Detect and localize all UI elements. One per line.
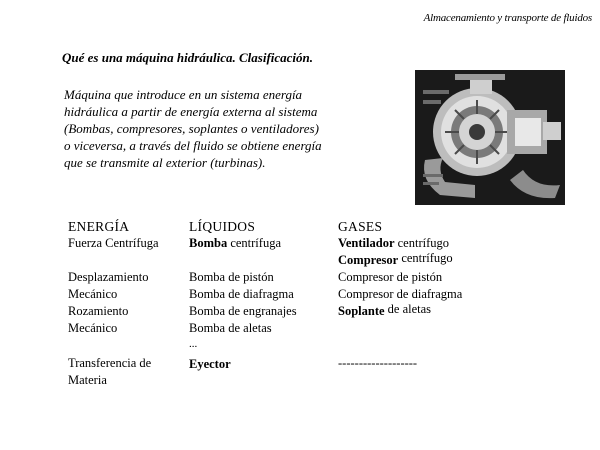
gases-soplante (338, 303, 431, 320)
liquidos-engranajes: Bomba de engranajes (189, 304, 297, 318)
intro-line: (Bombas, compresores, soplantes o ventiladores) (64, 121, 319, 136)
gases-piston: Compresor de pistón (338, 270, 443, 284)
energia-desplazamiento-2: Mecánico (68, 287, 118, 301)
energia-centrifuga: Fuerza Centrífuga (68, 236, 159, 250)
ventilador-rest: centrífugo (394, 236, 449, 250)
bomba-rest: centrífuga (227, 236, 281, 250)
liquidos-diafragma: Bomba de diafragma (189, 287, 294, 301)
energia-rozamiento: Rozamiento (68, 304, 129, 318)
gases-diafragma: Compresor de diafragma (338, 287, 463, 301)
gases-compresor-centrifugo (338, 252, 453, 269)
intro-line: Máquina que introduce en un sistema energía (64, 87, 303, 102)
compresor-bold: Compresor (338, 253, 399, 267)
liquidos-ellipsis: ... (189, 338, 198, 350)
liquidos-piston: Bomba de pistón (189, 270, 274, 284)
intro-line: hidráulica a partir de energía externa al sistema (64, 104, 318, 119)
intro-line: o viceversa, a través del fluido se obtiene energía (64, 138, 322, 153)
compresor-rest: centrífugo (398, 251, 453, 265)
machine-illustration (415, 70, 565, 205)
energia-rozamiento-2: Mecánico (68, 321, 118, 335)
liquidos-eyector: Eyector (189, 357, 231, 371)
intro-paragraph (64, 86, 384, 171)
gases-dashes: ------------------- (338, 356, 418, 370)
bomba-bold: Bomba (189, 236, 228, 250)
soplante-bold: Soplante (338, 304, 385, 318)
energia-transferencia-2: Materia (68, 373, 107, 387)
header-gases: GASES (338, 219, 383, 234)
slide-title: Qué es una máquina hidráulica. Clasificación. (62, 50, 314, 65)
energia-desplazamiento: Desplazamiento (68, 270, 149, 284)
header-energia: ENERGÍA (68, 219, 130, 234)
intro-line: que se transmite al exterior (turbinas). (64, 155, 266, 170)
hydraulic-machine-image (415, 70, 565, 205)
energia-transferencia: Transferencia de (68, 356, 152, 370)
liquidos-aletas: Bomba de aletas (189, 321, 272, 335)
ventilador-bold: Ventilador (338, 236, 395, 250)
header-liquidos: LÍQUIDOS (189, 219, 256, 234)
liquidos-bomba-centrifuga (189, 235, 281, 252)
gases-ventilador (338, 235, 449, 252)
soplante-rest: de aletas (384, 302, 432, 316)
page-header: Almacenamiento y transporte de fluidos (423, 12, 592, 24)
